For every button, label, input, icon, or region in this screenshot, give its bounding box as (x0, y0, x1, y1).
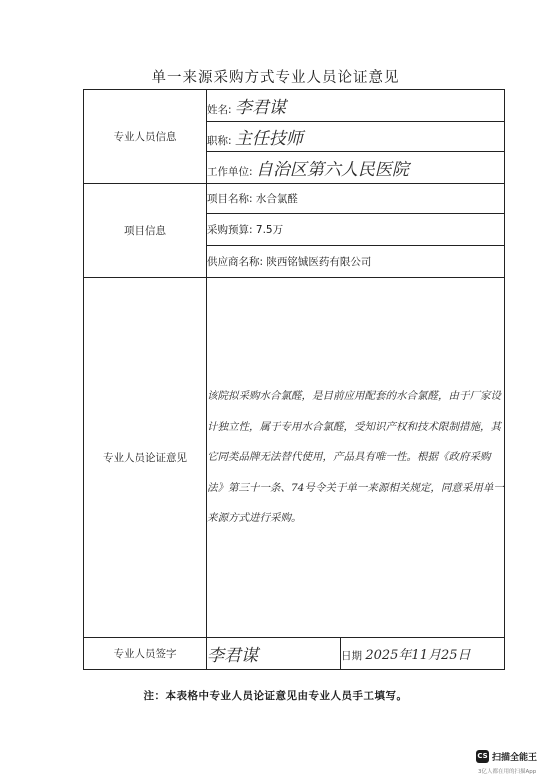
signature-handwritten: 李君谋 (207, 646, 258, 666)
title-label: 职称: (207, 135, 232, 147)
title-field (207, 122, 505, 152)
supplier-label: 供应商名称: (207, 256, 264, 268)
supplier-field (207, 246, 505, 278)
project-name-field (207, 184, 505, 214)
date-cell (341, 638, 505, 670)
footnote: 注：本表格中专业人员论证意见由专业人员手工填写。 (143, 690, 408, 702)
title-handwritten: 主任技师 (234, 129, 303, 149)
expert-info-section: 专业人员信息 (84, 90, 207, 184)
date-handwritten: 2025年11月25日 (365, 648, 471, 663)
supplier-value: 陕西铭铖医药有限公司 (266, 256, 372, 268)
watermark-title: 扫描全能王 (492, 753, 538, 763)
opinion-form-table (83, 89, 505, 670)
signature-cell (207, 638, 341, 670)
form-title: 单一来源采购方式专业人员论证意见 (151, 70, 400, 86)
date-label: 日期 (341, 650, 362, 662)
camscanner-logo-icon: CS (476, 750, 489, 763)
budget-label: 采购预算: (207, 224, 253, 236)
budget-value: 7.5万 (255, 224, 284, 236)
opinion-section: 专业人员论证意见 (84, 278, 207, 638)
name-field (207, 90, 505, 122)
workplace-handwritten: 自治区第六人民医院 (255, 160, 409, 180)
name-handwritten: 李君谋 (234, 98, 286, 118)
project-name-value: 水合氯醛 (255, 193, 298, 205)
name-label: 姓名: (207, 104, 232, 116)
workplace-field (207, 152, 505, 184)
opinion-handwritten: 该院拟采购水合氯醛，是目前应用配套的水合氯醛，由于厂家设计独立性，属于专用水合氯醛，受知识产权和技术限制措施，其它同类品牌无法替代使用，产品具有唯一性。根据《政府采购法》第三十一条、74号令关于单一来源相关规定，同意采用单一来源方式进行采购。 (207, 278, 505, 638)
project-info-section: 项目信息 (84, 184, 207, 278)
signature-section: 专业人员签字 (84, 638, 207, 670)
workplace-label: 工作单位: (207, 166, 253, 178)
budget-field (207, 214, 505, 246)
project-name-label: 项目名称: (207, 193, 253, 205)
watermark-subtitle: 3亿人都在用的扫描App (478, 769, 537, 775)
